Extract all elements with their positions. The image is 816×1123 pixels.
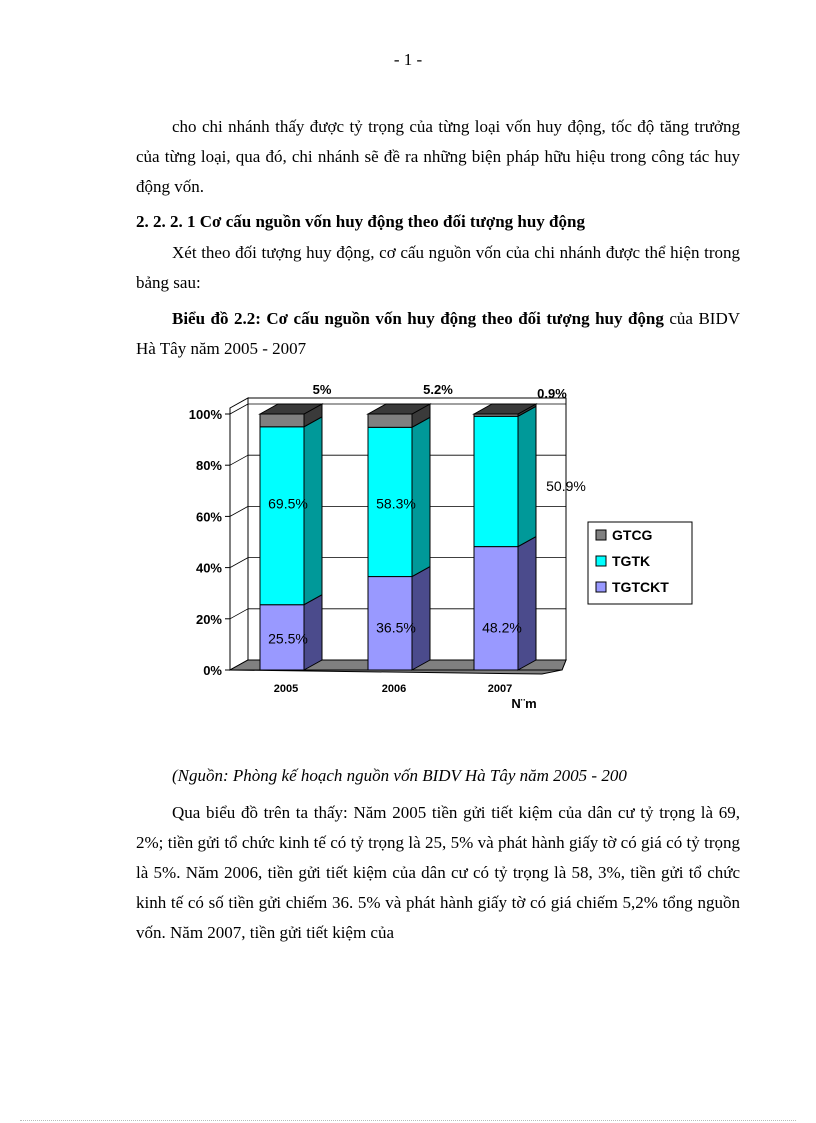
data-label-tgtckt-2007: 48.2% [482,619,522,636]
chart-side-wall [230,398,248,670]
caption-label: Biểu đồ 2.2: [172,309,261,328]
chart-caption [136,304,740,364]
legend-swatch-gtcg [596,530,606,540]
x-tick-label: 2007 [487,683,513,695]
y-tick-label: 0% [203,663,222,678]
x-tick-label: 2005 [273,683,299,695]
x-tick-label: 2006 [381,683,407,695]
caption-title: Cơ cấu nguồn vốn huy động theo đối tượng huy động [266,309,664,328]
paragraph-intro: cho chi nhánh thấy được tỷ trọng của từng loại vốn huy động, tốc độ tăng trưởng của từng loại, qua đó, chi nhánh sẽ đề ra những biện pháp hữu hiệu trong công tác huy động vốn. [136,117,740,196]
y-tick-label: 20% [195,611,222,627]
source-note: (Nguồn: Phòng kế hoạch nguồn vốn BIDV Hà Tây năm 2005 - 200 [172,766,627,785]
data-label-tgtk-2007: 50.9% [546,477,586,494]
bar-gtcg-2006 [368,414,412,427]
data-label-tgtk-2006: 58.3% [376,495,416,512]
bar-tgtckt-2007 [474,547,518,670]
bar-side-tgtckt-2006 [412,567,430,670]
paragraph-analysis: Qua biểu đồ trên ta thấy: Năm 2005 tiền gửi tiết kiệm của dân cư tỷ trọng là 69, 2%; tiền gửi tổ chức kinh tế có tỷ trọng là 25, 5% và phát hành giấy tờ có giá có tỷ trọng là 5%. Năm 2006, tiền gửi tiết kiệm của dân cư có tỷ trọng là 58, 3%, tiền gửi tổ chức kinh tế có số tiền gửi chiếm 36. 5% và phát hành giấy tờ có giá chiếm 5,2% tổng nguồn vốn. Năm 2007, tiền gửi tiết kiệm của [136,803,740,942]
legend-swatch-tgtk [596,556,606,566]
data-label-tgtckt-2005: 25.5% [268,630,308,647]
data-label-gtcg-2007: 0.9% [537,386,567,401]
legend-label-tgtckt: TGTCKT [612,579,669,595]
bar-gtcg-2005 [260,414,304,427]
data-label-tgtk-2005: 69.5% [268,495,308,512]
y-tick-label: 40% [195,560,222,576]
page-number: - 1 - [393,50,423,69]
paragraph-structure: Xét theo đối tượng huy động, cơ cấu nguồn vốn của chi nhánh được thể hiện trong bảng sau: [136,243,740,292]
page-bottom-rule [20,1120,796,1121]
y-tick-label: 80% [195,458,222,474]
data-label-gtcg-2005: 5% [312,382,332,397]
caption-subtitle: của BIDV Hà Tây năm 2005 - 2007 [136,309,740,358]
x-axis-label: N¨m [511,696,537,711]
y-tick-label: 60% [195,509,222,525]
data-label-gtcg-2006: 5.2% [423,382,453,397]
stacked-bar-chart [150,370,710,720]
bar-tgtk-2007 [474,416,518,546]
legend-label-gtcg: GTCG [612,527,653,543]
y-tick-label: 100% [188,407,222,422]
bar-side-tgtk-2007 [518,406,536,546]
bar-side-tgtckt-2007 [518,537,536,670]
legend-swatch-tgtckt [596,582,606,592]
data-label-tgtckt-2006: 36.5% [376,619,416,636]
section-heading: 2. 2. 2. 1 Cơ cấu nguồn vốn huy động theo đối tượng huy động [136,212,585,231]
legend-label-tgtk: TGTK [612,553,651,569]
bar-tgtk-2005 [260,427,304,605]
